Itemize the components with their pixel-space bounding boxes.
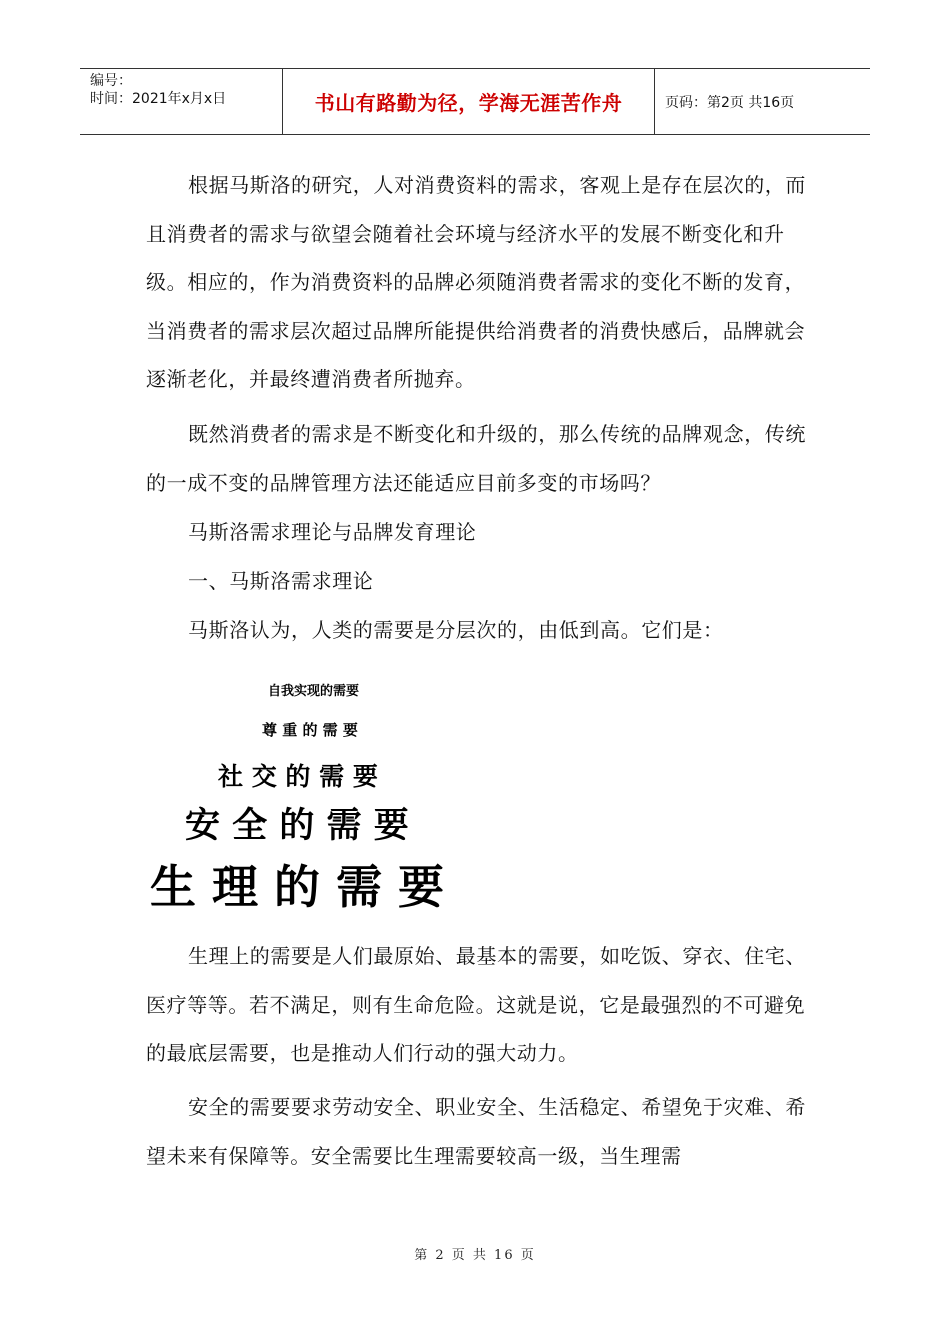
serial-label: 编号： bbox=[90, 73, 132, 89]
paragraph-7: 安全的需要要求劳动安全、职业安全、生活稳定、希望免于灾难、希望未来有保障等。安全需要比生理需要较高一级，当生理需 bbox=[146, 1095, 806, 1168]
page-header bbox=[80, 68, 870, 135]
header-meta bbox=[80, 69, 283, 134]
need-safety: 安 全 的 需 要 bbox=[185, 806, 409, 846]
need-esteem: 尊 重 的 需 要 bbox=[262, 721, 358, 739]
paragraph-6: 生理上的需要是人们最原始、最基本的需要，如吃饭、穿衣、住宅、医疗等等。若不满足，则有生命危险。这就是说，它是最强烈的不可避免的最底层需要，也是推动人们行动的强大动力。 bbox=[146, 944, 806, 1065]
page-footer: 第 2 页 共 16 页 bbox=[414, 1248, 536, 1263]
paragraph-5: 马斯洛认为，人类的需要是分层次的，由低到高。它们是： bbox=[188, 618, 724, 642]
header-motto: 书山有路勤为径，学海无涯苦作舟 bbox=[283, 69, 655, 134]
header-page-info: 页码：第2页 共16页 bbox=[665, 94, 795, 111]
paragraph-2: 既然消费者的需求是不断变化和升级的，那么传统的品牌观念，传统的一成不变的品牌管理方法还能适应目前多变的市场吗？ bbox=[146, 422, 806, 495]
paragraph-1: 根据马斯洛的研究，人对消费资料的需求，客观上是存在层次的，而且消费者的需求与欲望会随着社会环境与经济水平的发展不断变化和升级。相应的，作为消费资料的品牌必须随消费者需求的变化不断的发育，当消费者的需求层次超过品牌所能提供给消费者的消费快感后，品牌就会逐渐老化，并最终遭消费者所抛弃。 bbox=[146, 173, 806, 391]
need-social: 社 交 的 需 要 bbox=[218, 762, 378, 791]
section-title: 马斯洛需求理论与品牌发育理论 bbox=[188, 520, 477, 544]
time-label: 时间：2021年x月x日 bbox=[90, 91, 227, 107]
need-self-actualization: 自我实现的需要 bbox=[268, 684, 360, 699]
subsection-title: 一、马斯洛需求理论 bbox=[188, 569, 374, 593]
need-physiological: 生 理 的 需 要 bbox=[150, 860, 445, 914]
